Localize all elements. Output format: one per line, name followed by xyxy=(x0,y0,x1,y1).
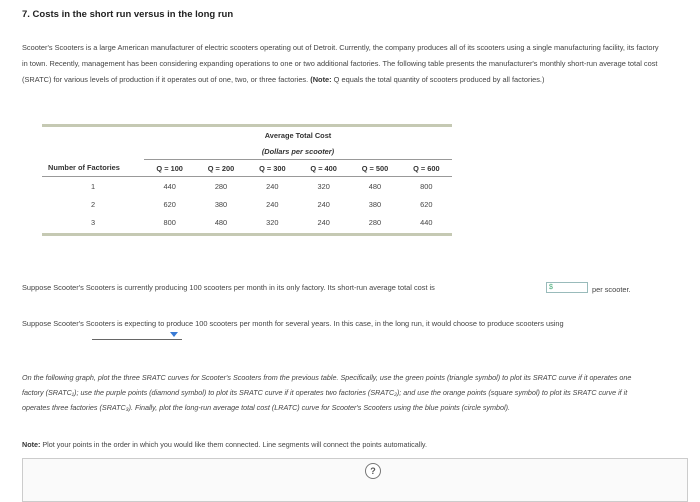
q2-text: Suppose Scooter's Scooters is expecting to produce 100 scooters per month for several years. In this case, in the long run, it would choose to produce scooters using xyxy=(22,319,564,328)
table-cell: 2 xyxy=(90,199,96,209)
intro-paragraph xyxy=(22,40,662,88)
table-row xyxy=(42,213,452,231)
table-cell: 280 xyxy=(214,181,228,191)
table-cell: 240 xyxy=(266,181,279,191)
table-cell: 240 xyxy=(317,217,330,227)
factories-dropdown[interactable] xyxy=(92,329,182,340)
table-cell: 480 xyxy=(214,217,228,227)
graph-area[interactable] xyxy=(22,458,688,502)
table-bottom-rule xyxy=(42,233,452,236)
table-cell: 800 xyxy=(420,181,433,191)
table-row-header: Number of Factories xyxy=(42,160,144,177)
table-row xyxy=(42,177,452,196)
table-cell: 240 xyxy=(317,199,330,209)
table-cell: 380 xyxy=(368,199,382,209)
table-cell: 240 xyxy=(266,199,279,209)
chevron-down-icon xyxy=(170,332,178,337)
table-cell: 280 xyxy=(368,217,382,227)
table-row xyxy=(42,195,452,213)
table-cell: 440 xyxy=(420,217,433,227)
table-cell: 440 xyxy=(163,181,176,191)
cost-table xyxy=(42,124,452,236)
table-col-header: Q = 300 xyxy=(247,160,298,177)
table-cell: 320 xyxy=(266,217,279,227)
table-col-header: Q = 200 xyxy=(195,160,246,177)
table-col-header: Q = 400 xyxy=(298,160,349,177)
table-super-header: Average Total Cost xyxy=(264,130,332,140)
help-icon[interactable]: ? xyxy=(365,463,381,479)
table-cell: 380 xyxy=(214,199,228,209)
table-cell: 620 xyxy=(420,199,433,209)
note-label: Note: xyxy=(22,440,41,449)
table-cell: 1 xyxy=(90,181,96,191)
table-cell: 3 xyxy=(90,217,96,227)
intro-text: Scooter's Scooters is a large American manufacturer of electric scooters operating out of Detroit. Currently, the company produces all of its scooters using a single manufacturing facility, its factory in town. Recently, management has been considering expanding operations to one or two additional factories. The following table presents the manufacturer's monthly short-run average total cost (SRATC) for various levels of production if it operates out of one, two, or three factories. xyxy=(22,43,659,84)
table-col-header: Q = 500 xyxy=(349,160,400,177)
graph-instructions: On the following graph, plot the three SRATC curves for Scooter's Scooters from the previous table. Specifically, use the green points (triangle symbol) to plot its SRATC curve if it operates one factory (SRATC₁); use the purple points (diamond symbol) to plot its SRATC curve if it operates two factories (SRATC₂); and use the orange points (square symbol) to plot its SRATC curve if it operates three factories (SRATC₃). Finally, plot the long-run average total cost (LRATC) curve for Scooter's Scooters using the blue points (circle symbol). xyxy=(22,373,632,412)
question-title: 7. Costs in the short run versus in the long run xyxy=(22,9,234,20)
q1-text: Suppose Scooter's Scooters is currently producing 100 scooters per month in its only factory. Its short-run average total cost is xyxy=(22,283,435,292)
table-col-header: Q = 100 xyxy=(144,160,195,177)
table-cell: 800 xyxy=(163,217,176,227)
table-col-header: Q = 600 xyxy=(401,160,452,177)
table-cell: 620 xyxy=(163,199,176,209)
q1-answer-input[interactable] xyxy=(546,282,588,293)
intro-note-label: (Note: xyxy=(310,75,332,84)
note-text: Plot your points in the order in which you would like them connected. Line segments will connect the points automatically. xyxy=(42,440,427,449)
table-cell: 480 xyxy=(368,181,382,191)
dollar-prefix: $ xyxy=(549,284,553,291)
note xyxy=(22,440,427,449)
table-super-subheader: (Dollars per scooter) xyxy=(144,143,452,160)
intro-note-text: Q equals the total quantity of scooters produced by all factories.) xyxy=(333,75,545,84)
q1-suffix: per scooter. xyxy=(592,285,631,294)
table-cell: 320 xyxy=(317,181,330,191)
